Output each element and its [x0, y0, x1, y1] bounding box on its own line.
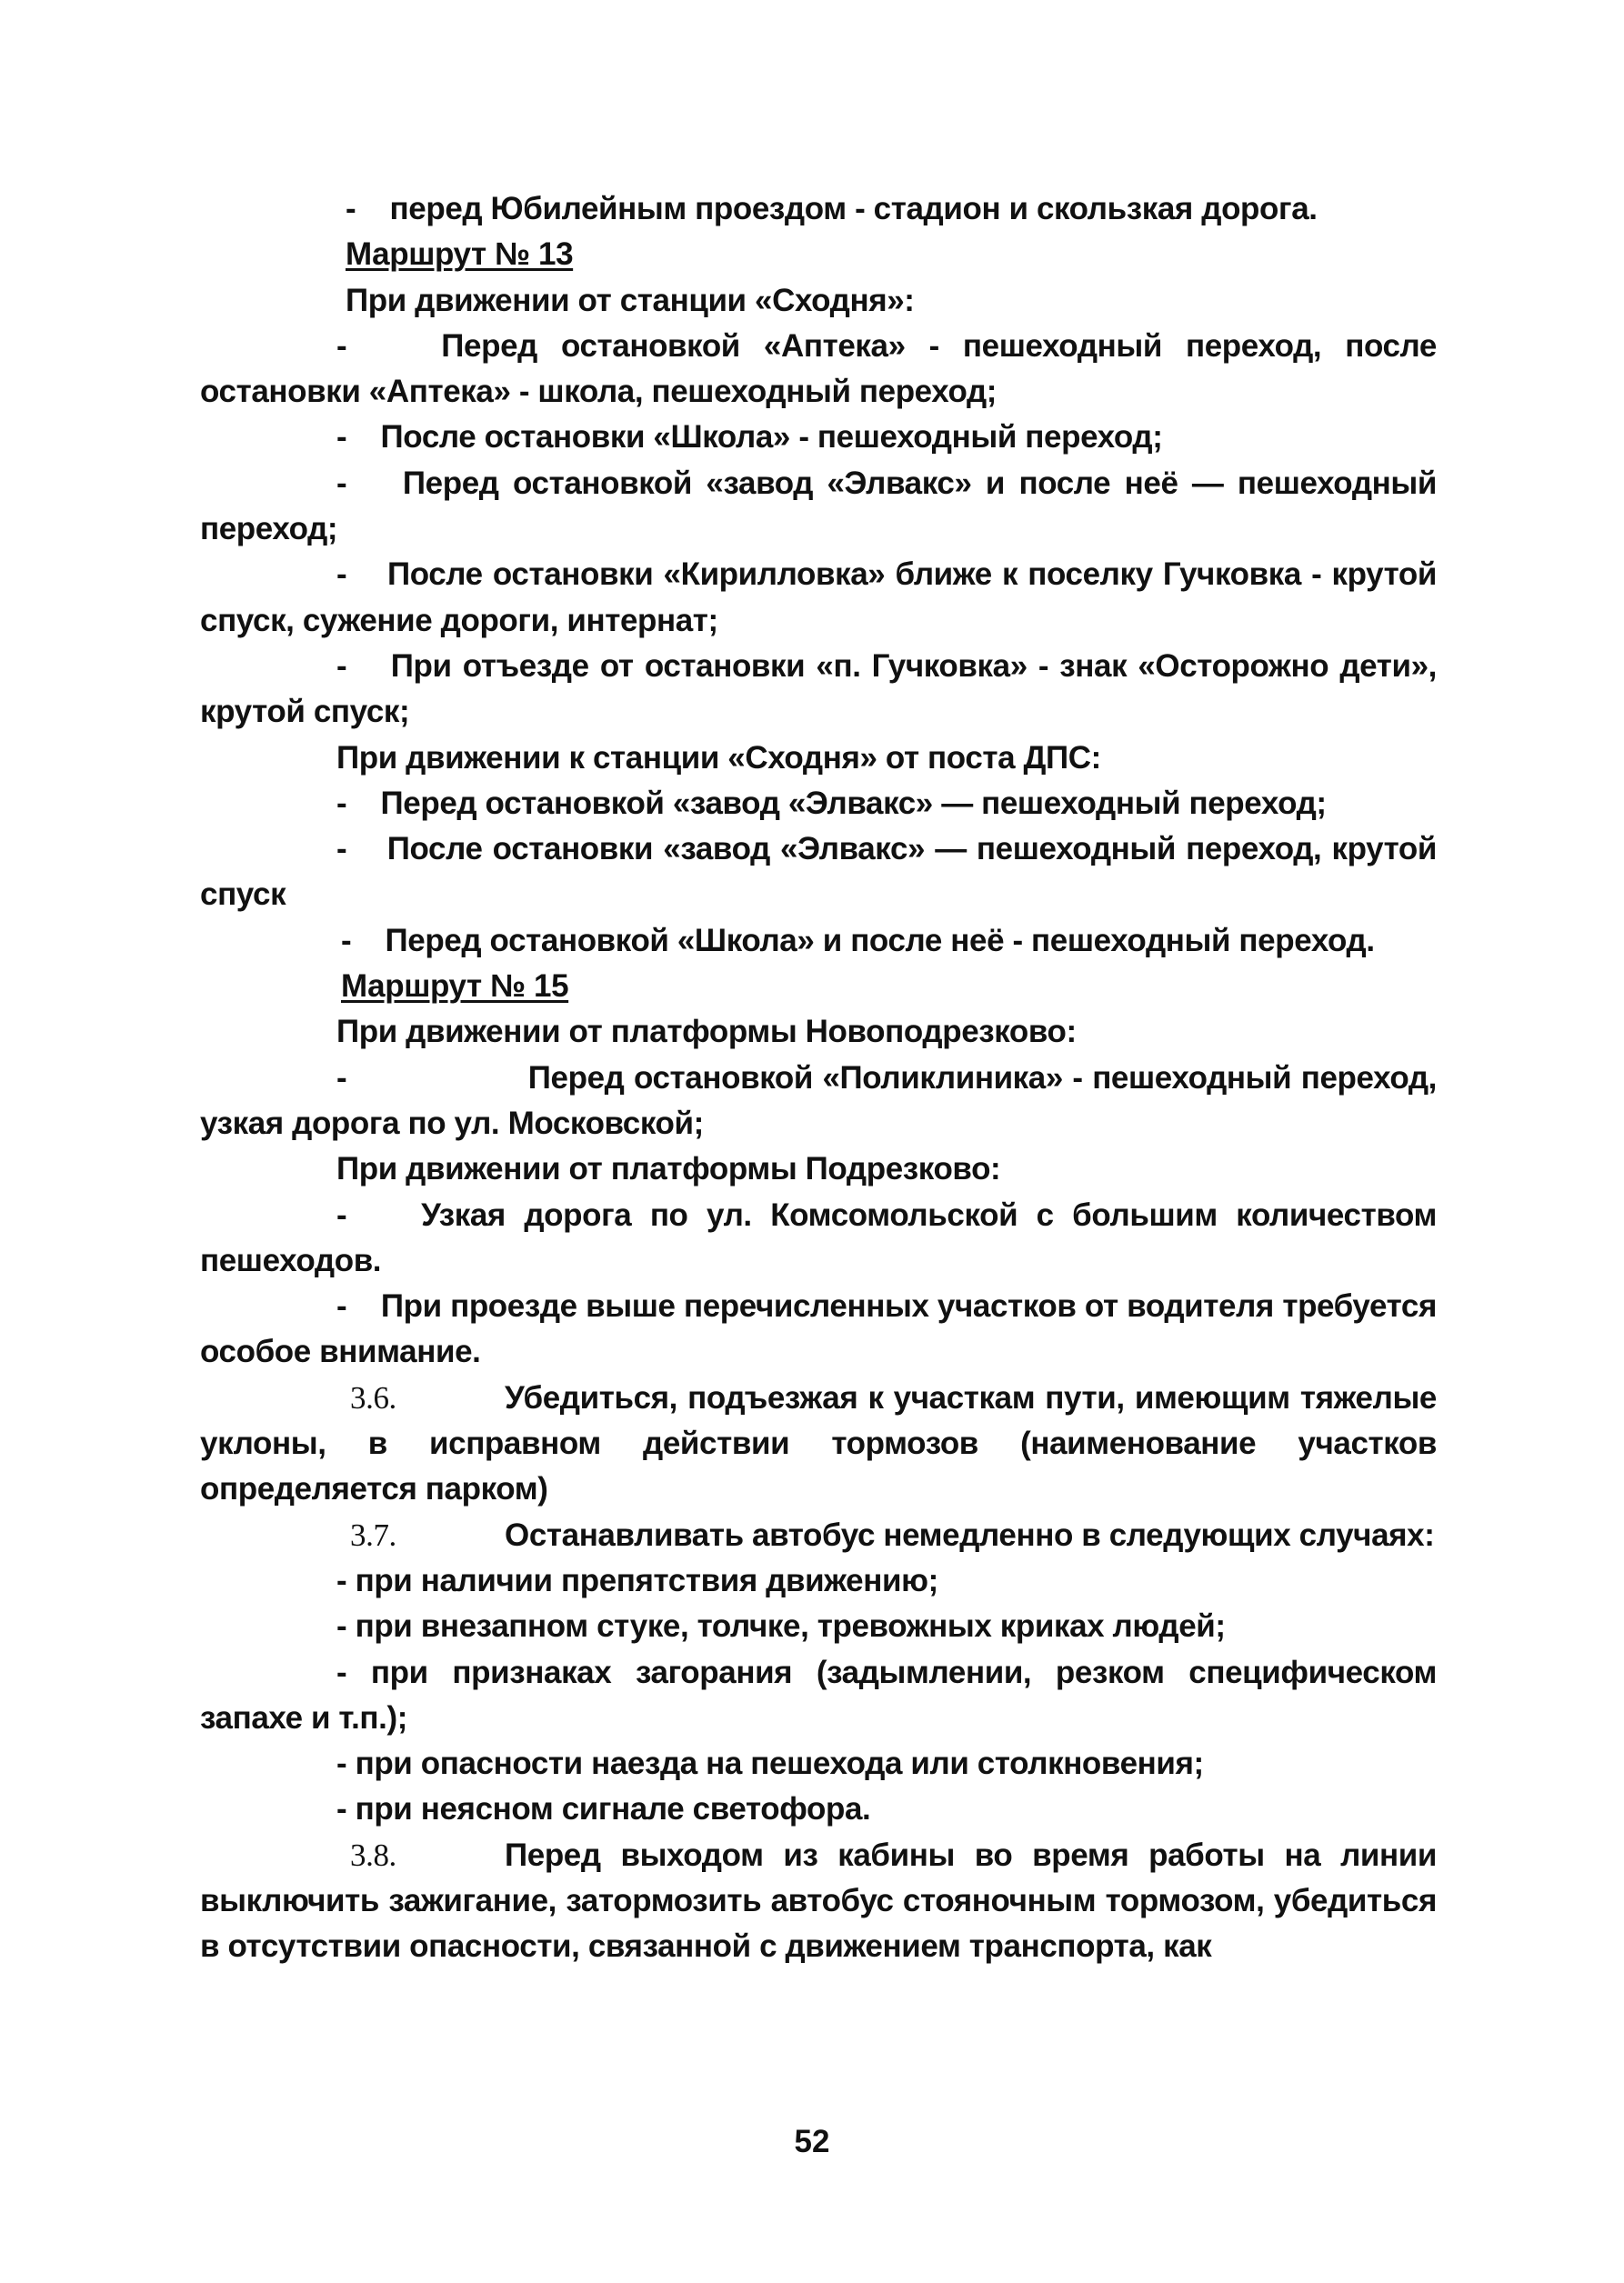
list-item: - Перед остановкой «Поликлиника» - пешеходный переход, узкая дорога по ул. Московской;	[200, 1059, 1437, 1141]
paragraph-number: 3.8.	[350, 1837, 396, 1873]
list-item: - перед Юбилейным проездом - стадион и скользкая дорога.	[346, 191, 1318, 226]
case-item: - при неясном сигнале светофора.	[336, 1791, 871, 1827]
list-item: - Перед остановкой «Аптека» - пешеходный переход, после остановки «Аптека» - школа, пешеходный переход;	[200, 327, 1437, 410]
paragraph-text: Останавливать автобус немедленно в следующих случаях:	[505, 1517, 1435, 1553]
paragraph-text: Убедиться, подъезжая к участкам пути, имеющим тяжелые уклоны, в исправном действии тормозов (наименование участков определяется парком)	[200, 1379, 1437, 1507]
direction-heading: При движении от станции «Сходня»:	[346, 282, 915, 318]
direction-heading: При движении от платформы Новоподрезково:	[336, 1014, 1077, 1050]
list-item: - После остановки «Кирилловка» ближе к поселку Гучковка - крутой спуск, сужение дороги, интернат;	[200, 556, 1437, 638]
route-heading-text: Маршрут № 15	[341, 968, 569, 1005]
direction-heading: При движении от платформы Подрезково:	[336, 1151, 1001, 1187]
case-item: - при наличии препятствия движению;	[336, 1562, 938, 1598]
list-item: - Перед остановкой «завод «Элвакс» — пешеходный переход;	[336, 785, 1327, 821]
paragraph-number: 3.6.	[350, 1379, 396, 1416]
route-heading-text: Маршрут № 13	[346, 236, 574, 273]
direction-heading: При движении к станции «Сходня» от поста ДПС:	[336, 739, 1101, 776]
list-item: - После остановки «завод «Элвакс» — пешеходный переход, крутой спуск	[200, 831, 1437, 913]
case-item: - при опасности наезда на пешехода или столкновения;	[336, 1746, 1204, 1782]
route-heading-13	[200, 232, 1437, 277]
paragraph-text: Перед выходом из кабины во время работы на линии выключить зажигание, затормозить автобус стояночным тормозом, убедиться в отсутствии опасности, связанной с движением транспорта, как	[200, 1837, 1437, 1965]
case-item: - при признаках загорания (задымлении, резком специфическом запахе и т.п.);	[200, 1654, 1437, 1736]
document-page	[200, 186, 1437, 1970]
numbered-paragraph-3-7	[200, 1513, 1437, 1558]
page-number: 52	[794, 2124, 830, 2159]
paragraph-number: 3.7.	[350, 1517, 396, 1553]
list-item: - При отъезде от остановки «п. Гучковка» - знак «Осторожно дети», крутой спуск;	[200, 647, 1437, 730]
list-item: - Перед остановкой «Школа» и после неё - пешеходный переход.	[341, 922, 1375, 958]
list-item: - Узкая дорога по ул. Комсомольской с большим количеством пешеходов.	[200, 1197, 1437, 1278]
list-item: - При проезде выше перечисленных участков от водителя требуется особое внимание.	[200, 1288, 1437, 1370]
numbered-paragraph-3-8	[200, 1833, 1437, 1970]
list-item: - После остановки «Школа» - пешеходный переход;	[336, 419, 1163, 456]
route-heading-15	[200, 964, 1437, 1009]
numbered-paragraph-3-6	[200, 1376, 1437, 1513]
list-item: - Перед остановкой «завод «Элвакс» и после неё — пешеходный переход;	[200, 465, 1437, 547]
case-item: - при внезапном стуке, толчке, тревожных криках людей;	[336, 1608, 1226, 1645]
